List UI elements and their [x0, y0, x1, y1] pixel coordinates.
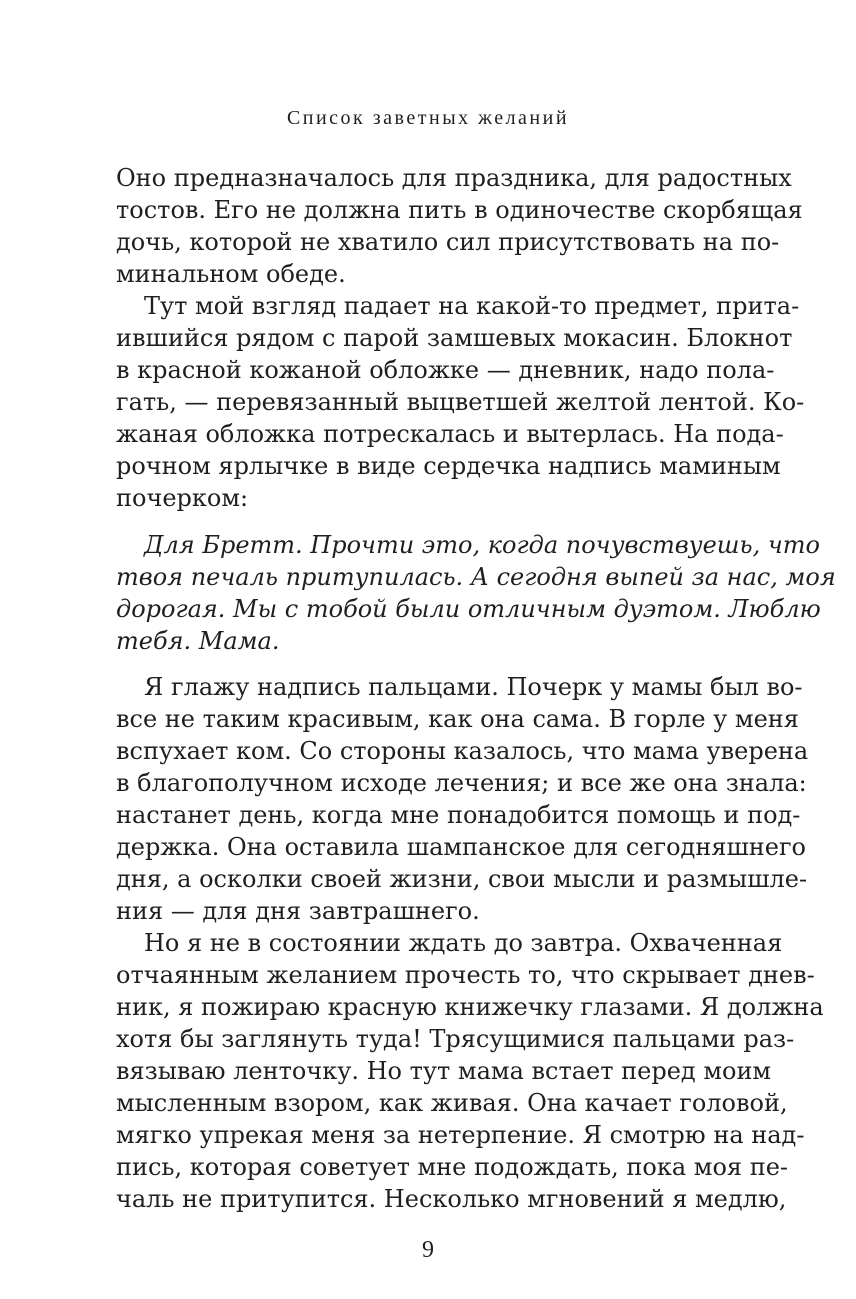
text-line: жаная обложка потрескалась и вытерлась. На подa- — [116, 420, 784, 448]
note-line: тебя. Мама. — [116, 627, 280, 655]
text-line: Я глажу надпись пальцами. Почерк у мамы был во- — [144, 673, 803, 701]
text-line: ник, я пожираю красную книжечку глазами. Я должна — [116, 993, 824, 1021]
text-line: гать, — перевязанный выцветшей желтой лентой. Ко- — [116, 388, 805, 416]
note-line: твоя печаль притупилась. А сегодня выпей за нас, моя — [116, 563, 836, 591]
text-line: в красной кожаной обложке — дневник, надо пола- — [116, 356, 775, 384]
page-number: 9 — [422, 1237, 434, 1263]
note-line: Для Бретт. Прочти это, когда почувствуешь, что — [144, 531, 820, 559]
text-line: вязываю ленточку. Но тут мама встает перед моим — [116, 1057, 772, 1085]
text-line: ившийся рядом с парой замшевых мокасин. Блокнот — [116, 324, 793, 352]
text-line: дня, а осколки своей жизни, свои мысли и размышле- — [116, 865, 808, 893]
text-line: тостов. Его не должна пить в одиночестве скорбящая — [116, 196, 803, 224]
text-line: вспухает ком. Со стороны казалось, что мама уверена — [116, 737, 809, 765]
text-line: мысленным взором, как живая. Она качает головой, — [116, 1089, 788, 1117]
text-line: рочном ярлычке в виде сердечка надпись маминым — [116, 452, 781, 480]
text-line: все не таким красивым, как она сама. В горле у меня — [116, 705, 799, 733]
note-line: дорогая. Мы с тобой были отличным дуэтом. Люблю — [116, 595, 821, 623]
text-line: Оно предназначалось для праздника, для радостных — [116, 164, 792, 192]
text-line: отчаянным желанием прочесть то, что скрывает днев- — [116, 961, 815, 989]
text-line: чаль не притупится. Несколько мгновений я медлю, — [116, 1185, 787, 1213]
text-line: мягко упрекая меня за нетерпение. Я смотрю на над- — [116, 1121, 805, 1149]
text-line: пись, которая советует мне подождать, пока моя пе- — [116, 1153, 788, 1181]
text-line: почерком: — [116, 484, 249, 512]
text-line: ния — для дня завтрашнего. — [116, 897, 480, 925]
text-line: держка. Она оставила шампанское для сегодняшнего — [116, 833, 806, 861]
text-line: дочь, которой не хватило сил присутствовать на по- — [116, 228, 780, 256]
text-line: хотя бы заглянуть туда! Трясущимися пальцами раз- — [116, 1025, 795, 1053]
text-line: минальном обеде. — [116, 260, 346, 288]
text-line: настанет день, когда мне понадобится помощь и под- — [116, 801, 801, 829]
text-line: Но я не в состоянии ждать до завтра. Охваченная — [144, 929, 783, 957]
text-line: Тут мой взгляд падает на какой-то предмет, прита- — [144, 292, 800, 320]
text-line: в благополучном исходе лечения; и все же она знала: — [116, 769, 807, 797]
running-header: Список заветных желаний — [286, 107, 570, 129]
